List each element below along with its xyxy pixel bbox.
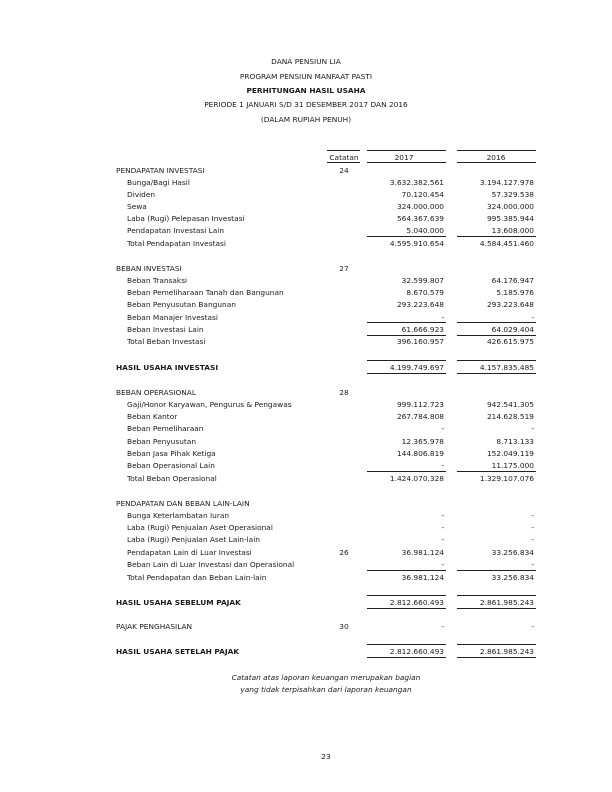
row-label: Beban Jasa Pihak Ketiga [127,449,216,458]
row-value-2016: 8.713.133 [496,437,534,446]
row-value-2016: - [531,511,534,520]
currency-unit: (DALAM RUPIAH PENUH) [260,115,352,124]
row-value-2017: 70.120.454 [401,190,444,199]
row-label-bold: HASIL USAHA INVESTASI [116,363,219,372]
row-label: Total Beban Investasi [127,337,206,346]
subtotal-rule-2016 [457,335,536,336]
row-value-2017: - [441,560,444,569]
row-value-2017: 5.040.000 [406,226,444,235]
row-value-2016: 2.861.985.243 [479,598,534,607]
row-value-2016: 995.385.944 [486,214,534,223]
row-value-2017: 1.424.070.328 [389,474,444,483]
row-value-2017: 324.000.000 [396,202,444,211]
row-value-2016: 293.223.648 [486,300,534,309]
row-value-2016: 1.329.107.076 [479,474,534,483]
row-value-2017: 2.812.660.493 [389,647,444,656]
row-label: Pendapatan Investasi Lain [127,226,225,235]
row-label: Gaji/Honor Karyawan, Pengurus & Pengawas [127,400,292,409]
col-header-2017: 2017 [394,153,414,162]
total-rule-2016-bottom [457,373,536,374]
row-value-2016: - [531,560,534,569]
row-label-bold: HASIL USAHA SETELAH PAJAK [116,647,240,656]
row-label: Beban Investasi Lain [127,325,204,334]
row-value-2017: 564.367.639 [396,214,444,223]
subtotal-rule-2016 [457,471,536,472]
row-label: Laba (Rugi) Penjualan Aset Lain-lain [127,535,260,544]
total-rule-2017 [367,644,446,645]
row-label-bold: HASIL USAHA SEBELUM PAJAK [116,598,241,607]
row-note: 24 [339,166,349,175]
row-value-2016: - [531,535,534,544]
row-value-2016: 57.329.538 [491,190,534,199]
row-note: 30 [339,622,349,631]
row-note: 28 [339,388,349,397]
row-value-2017: 61.666.923 [401,325,444,334]
total-rule-2016 [457,360,536,361]
row-value-2017: 32.599.807 [401,276,444,285]
statement-period: PERIODE 1 JANUARI S/D 31 DESEMBER 2017 DAN 2016 [204,100,408,109]
total-rule-2017-bottom [367,608,446,609]
row-label: Laba (Rugi) Penjualan Aset Operasional [127,523,273,532]
total-rule-2017-bottom [367,373,446,374]
row-value-2016: 2.861.985.243 [479,647,534,656]
total-rule-2017 [367,595,446,596]
row-value-2016: 33.256.834 [491,548,534,557]
row-label: Beban Pemeliharaan Tanah dan Bangunan [127,288,284,297]
header-rule-note-bottom [327,162,360,163]
row-label: Total Pendapatan Investasi [127,239,226,248]
row-value-2016: 33.256.834 [491,573,534,582]
row-value-2016: - [531,622,534,631]
row-label: Beban Kantor [127,412,178,421]
row-value-2017: - [441,511,444,520]
row-label: Bunga Keterlambatan Iuran [127,511,230,520]
row-label: Beban Pemeliharaan [127,424,204,433]
total-rule-2016-bottom [457,657,536,658]
row-value-2016: 4.584.451.460 [479,239,534,248]
col-header-note: Catatan [329,153,359,162]
row-value-2017: 36.981.124 [401,548,444,557]
row-label: Beban Transaksi [127,276,188,285]
row-value-2017: 2.812.660.493 [389,598,444,607]
row-value-2016: 13.608.000 [491,226,534,235]
row-label: Bunga/Bagi Hasil [127,178,190,187]
header-rule-note [327,150,360,151]
row-label: BEBAN OPERASIONAL [116,388,196,397]
subtotal-rule-2017 [367,236,446,237]
row-value-2016: 426.615.975 [486,337,534,346]
page-number: 23 [321,752,331,761]
row-note: 27 [339,264,349,273]
row-label: Beban Penyusutan [127,437,196,446]
row-label: Laba (Rugi) Pelepasan Investasi [127,214,245,223]
header-rule-2017 [367,150,446,151]
row-value-2017: - [441,535,444,544]
subtotal-rule-2017 [367,471,446,472]
row-value-2017: 36.981.124 [401,573,444,582]
row-value-2016: 152.049.119 [486,449,534,458]
row-label: Beban Manajer Investasi [127,313,218,322]
statement-title: PERHITUNGAN HASIL USAHA [246,86,366,95]
row-value-2016: 4.157.835.485 [479,363,534,372]
row-value-2017: 267.784.808 [396,412,444,421]
row-label: PAJAK PENGHASILAN [116,622,193,631]
total-rule-2016 [457,644,536,645]
row-value-2016: 5.185.976 [496,288,534,297]
row-value-2016: 3.194.127.978 [479,178,534,187]
row-value-2016: - [531,424,534,433]
row-value-2016: 11.175.000 [491,461,534,470]
col-header-2016: 2016 [486,153,506,162]
subtotal-rule-2016 [457,570,536,571]
row-value-2017: - [441,461,444,470]
row-value-2017: - [441,523,444,532]
subtotal-rule-2016 [457,322,536,323]
row-value-2016: 214.628.519 [486,412,534,421]
total-rule-2016-bottom [457,608,536,609]
row-value-2017: 12.365.978 [401,437,444,446]
row-value-2016: 942.541.305 [486,400,534,409]
row-label: Total Pendapatan dan Beban Lain-lain [127,573,267,582]
row-value-2016: 64.029.404 [491,325,534,334]
total-rule-2017-bottom [367,657,446,658]
total-rule-2016 [457,595,536,596]
row-note: 26 [339,548,349,557]
row-value-2017: 293.223.648 [396,300,444,309]
row-value-2017: - [441,424,444,433]
row-value-2017: - [441,313,444,322]
program-name: PROGRAM PENSIUN MANFAAT PASTI [239,72,373,81]
header-rule-2017-bottom [367,162,446,163]
row-value-2016: 64.176.947 [491,276,534,285]
row-value-2017: 8.670.579 [406,288,444,297]
row-label: Total Beban Operasional [127,474,217,483]
row-label: Beban Lain di Luar Investasi dan Operasional [127,560,295,569]
total-rule-2017 [367,360,446,361]
company-name: DANA PENSIUN LIA [271,57,341,66]
row-value-2017: 999.112.723 [396,400,444,409]
row-label: PENDAPATAN INVESTASI [116,166,205,175]
row-value-2017: 4.595.910.654 [389,239,444,248]
row-value-2017: - [441,622,444,631]
row-label: Beban Operasional Lain [127,461,215,470]
footer-note-line2: yang tidak terpisahkan dari laporan keuangan [240,685,412,694]
row-label: PENDAPATAN DAN BEBAN LAIN-LAIN [116,499,250,508]
row-label: Pendapatan Lain di Luar Investasi [127,548,252,557]
subtotal-rule-2017 [367,335,446,336]
row-value-2017: 144.806.819 [396,449,444,458]
row-label: Dividen [127,190,156,199]
row-value-2017: 4.199.749.697 [389,363,444,372]
row-value-2016: - [531,313,534,322]
row-value-2017: 396.160.957 [396,337,444,346]
subtotal-rule-2017 [367,570,446,571]
row-value-2017: 3.632.382.561 [389,178,444,187]
header-rule-2016 [457,150,536,151]
row-value-2016: - [531,523,534,532]
row-value-2016: 324.000.000 [486,202,534,211]
row-label: Beban Penyusutan Bangunan [127,300,236,309]
row-label: Sewa [127,202,147,211]
footer-note-line1: Catatan atas laporan keuangan merupakan bagian [231,673,421,682]
row-label: BEBAN INVESTASI [116,264,182,273]
subtotal-rule-2017 [367,322,446,323]
header-rule-2016-bottom [457,162,536,163]
subtotal-rule-2016 [457,236,536,237]
